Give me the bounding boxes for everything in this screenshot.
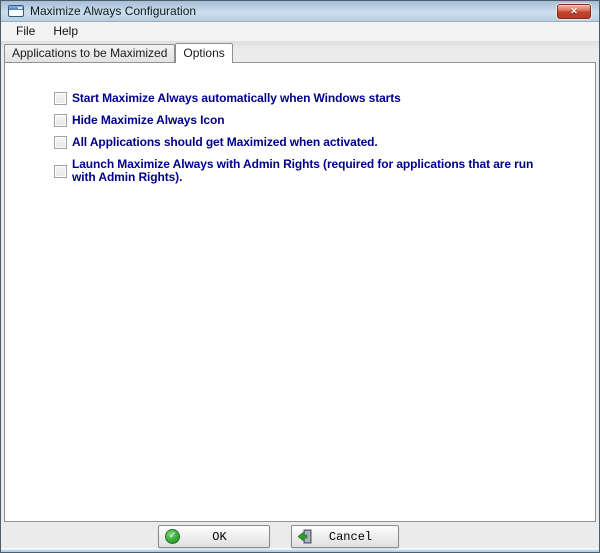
checkbox-hide-icon[interactable]	[54, 114, 67, 127]
option-row-admin-rights	[54, 158, 585, 184]
checkbox-label-hide-icon[interactable]: Hide Maximize Always Icon	[72, 113, 225, 127]
checkbox-admin-rights[interactable]	[54, 165, 67, 178]
checkbox-start-automatically[interactable]	[54, 92, 67, 105]
exit-door-icon	[298, 529, 313, 544]
footer	[1, 522, 599, 548]
app-window-icon	[8, 5, 24, 17]
checkbox-label-admin-rights[interactable]: Launch Maximize Always with Admin Rights (required for applications that are run with Admin Rights).	[72, 157, 534, 184]
window-bottom-border	[1, 548, 599, 552]
checkbox-all-applications[interactable]	[54, 136, 67, 149]
ok-button-label: OK	[212, 529, 227, 544]
check-glyph: ✓	[169, 530, 176, 542]
cancel-button-label: Cancel	[328, 529, 373, 544]
tab-strip	[1, 42, 599, 62]
titlebar[interactable]	[1, 1, 599, 22]
menu-help[interactable]: Help	[53, 24, 79, 38]
option-row-hide-icon	[54, 114, 585, 127]
option-row-all-applications	[54, 136, 585, 149]
tab-applications-to-be-maximized[interactable]: Applications to be Maximized	[4, 44, 175, 62]
tab-options[interactable]: Options	[175, 43, 232, 63]
checkbox-label-all-applications[interactable]: All Applications should get Maximized when activated.	[72, 135, 378, 149]
checkbox-label-start-automatically[interactable]: Start Maximize Always automatically when Windows starts	[72, 91, 401, 105]
check-circle-icon	[165, 529, 180, 544]
menu-file[interactable]: File	[16, 24, 36, 38]
window-title: Maximize Always Configuration	[30, 3, 197, 18]
close-button[interactable]	[557, 4, 591, 19]
close-icon: ✕	[570, 6, 578, 16]
ok-button[interactable]	[158, 525, 270, 548]
menubar	[1, 22, 599, 42]
cancel-button[interactable]	[291, 525, 399, 548]
option-row-start-automatically	[54, 92, 585, 105]
options-panel	[4, 62, 596, 522]
